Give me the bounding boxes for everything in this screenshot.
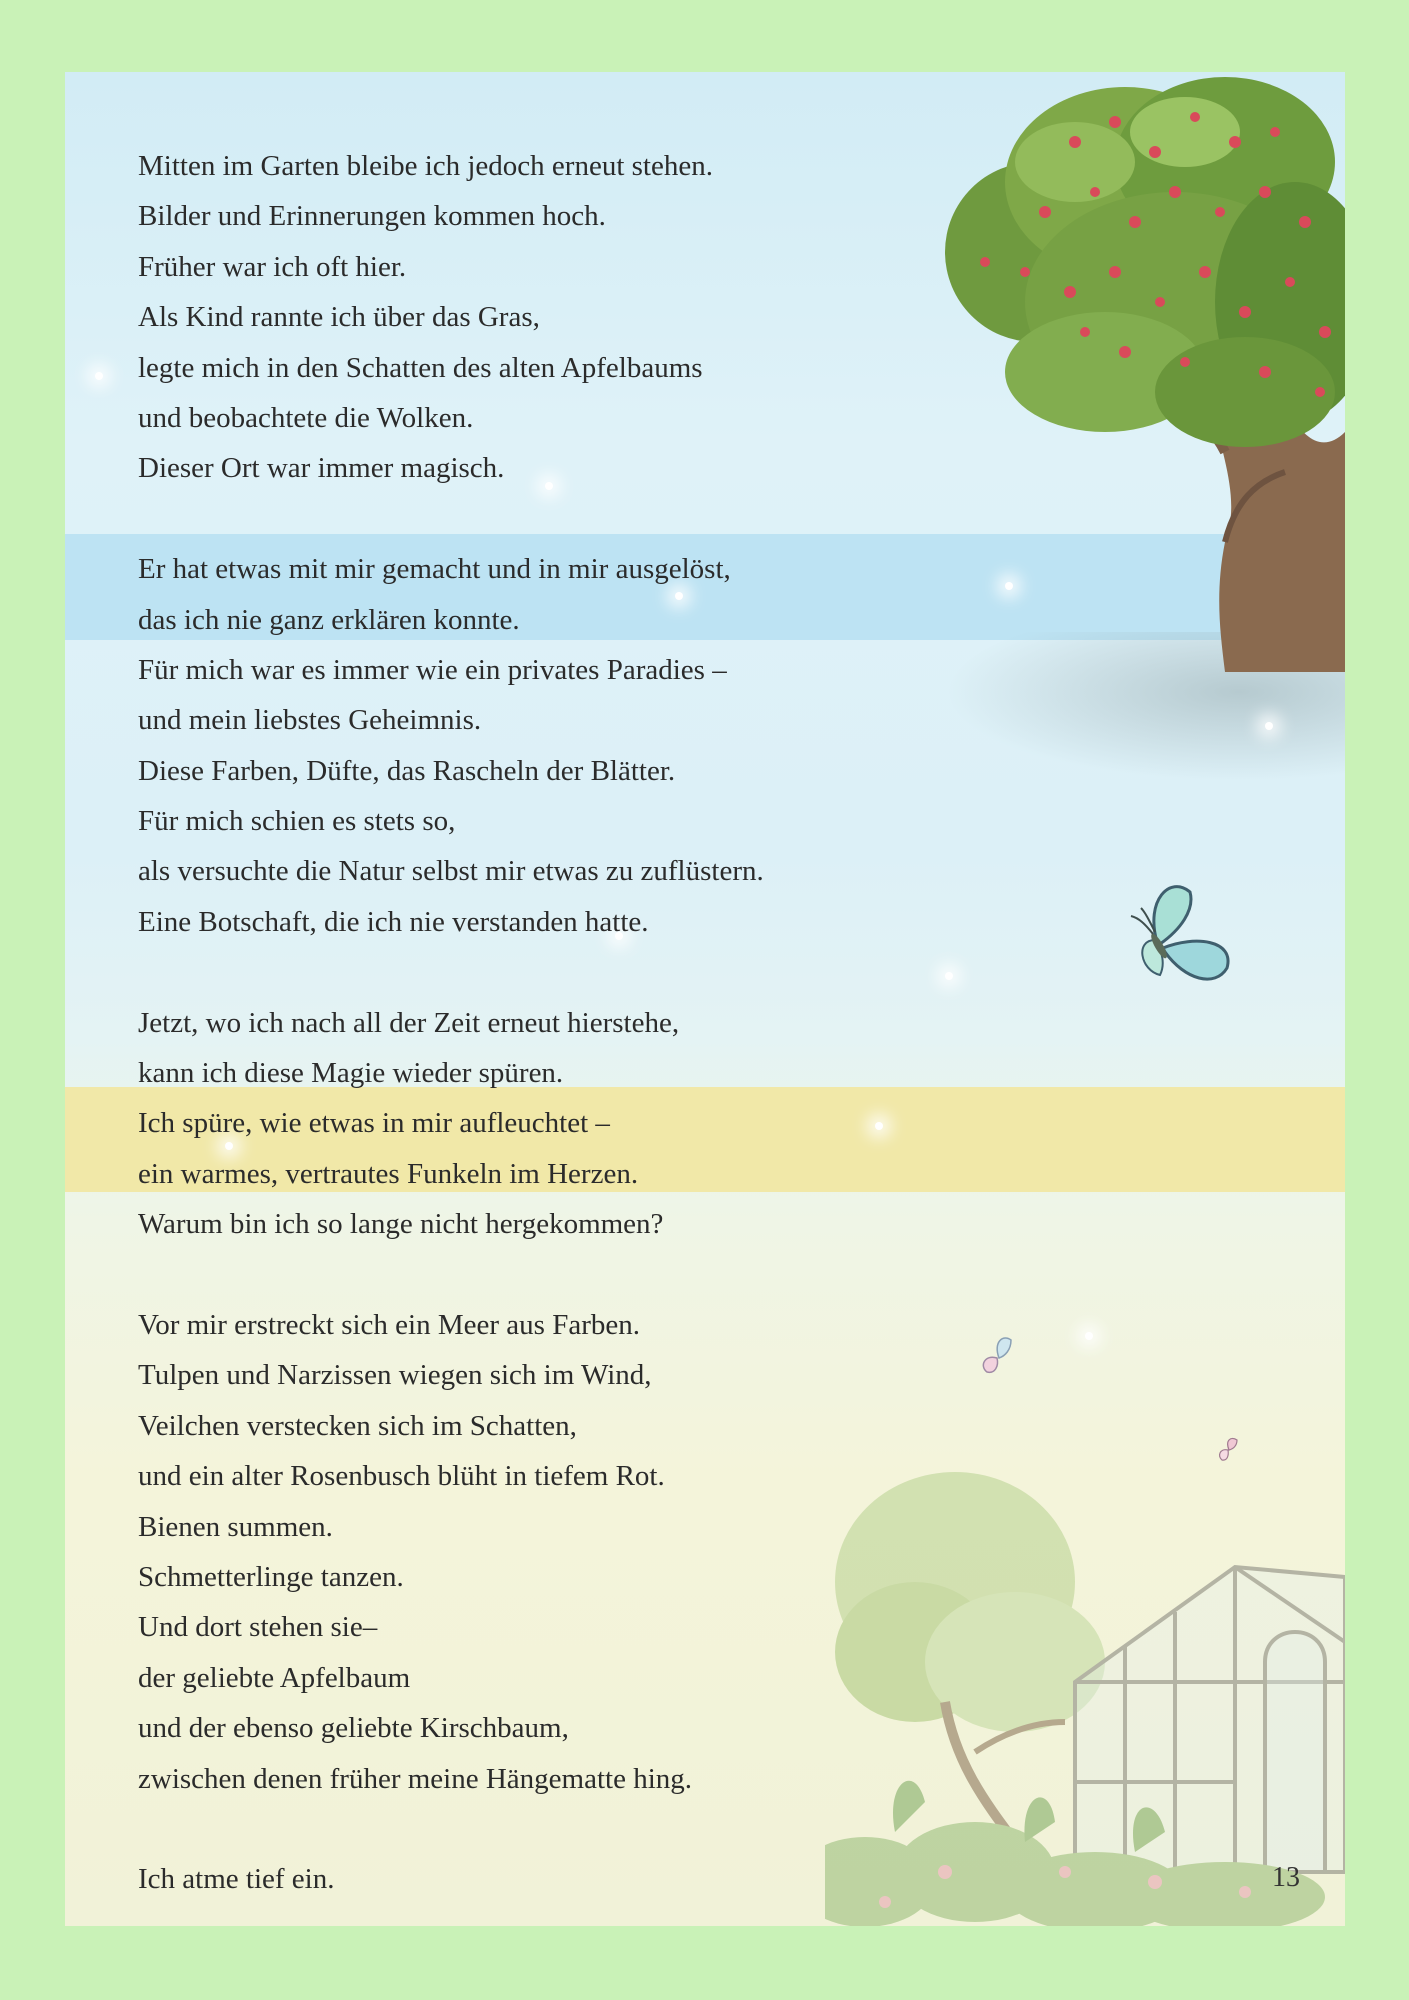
poem-line: Vor mir erstreckt sich ein Meer aus Farben.: [138, 1308, 640, 1341]
poem-line: Früher war ich oft hier.: [138, 250, 407, 283]
stanza: [138, 1854, 968, 1904]
stanza: [138, 544, 968, 947]
poem-line: Bilder und Erinnerungen kommen hoch.: [138, 200, 606, 233]
poem-line: als versuchte die Natur selbst mir etwas zu zuflüstern.: [138, 855, 764, 888]
poem-line: kann ich diese Magie wieder spüren.: [138, 1057, 564, 1090]
small-butterfly-icon: [977, 1332, 1025, 1380]
poem-line: und der ebenso geliebte Kirschbaum,: [138, 1712, 569, 1745]
stanza: [138, 998, 968, 1250]
sparkle-icon: [1085, 1332, 1093, 1340]
stanza-gap: [138, 494, 968, 544]
poem-line: Als Kind rannte ich über das Gras,: [138, 301, 540, 334]
poem-line: Jetzt, wo ich nach all der Zeit erneut hierstehe,: [138, 1006, 680, 1039]
poem-line: Schmetterlinge tanzen.: [138, 1560, 404, 1593]
poem-line: zwischen denen früher meine Hängematte hing.: [138, 1762, 693, 1795]
poem-line: Dieser Ort war immer magisch.: [138, 452, 505, 485]
poem-line: und mein liebstes Geheimnis.: [138, 704, 482, 737]
poem-line: Eine Botschaft, die ich nie verstanden hatte.: [138, 905, 649, 938]
poem-line: Warum bin ich so lange nicht hergekommen?: [138, 1208, 664, 1241]
book-page: [65, 72, 1345, 1926]
stanza: [138, 1300, 968, 1804]
stanza-gap: [138, 1804, 968, 1854]
poem-line: Und dort stehen sie–: [138, 1611, 378, 1644]
poem-line: Er hat etwas mit mir gemacht und in mir ausgelöst,: [138, 553, 731, 586]
poem-line: Ich atme tief ein.: [138, 1863, 335, 1896]
poem-line: Diese Farben, Düfte, das Rascheln der Blätter.: [138, 754, 676, 787]
poem-line: und beobachtete die Wolken.: [138, 401, 474, 434]
stanza: [138, 141, 968, 494]
poem-line: Veilchen verstecken sich im Schatten,: [138, 1409, 577, 1442]
poem-line: Für mich war es immer wie ein privates Paradies –: [138, 653, 727, 686]
sparkle-icon: [1265, 722, 1273, 730]
poem-line: Bienen summen.: [138, 1510, 333, 1543]
poem-line: Mitten im Garten bleibe ich jedoch erneut stehen.: [138, 150, 713, 182]
poem-line: Für mich schien es stets so,: [138, 805, 456, 838]
poem-line: und ein alter Rosenbusch blüht in tiefem Rot.: [138, 1460, 665, 1493]
stanza-gap: [138, 947, 968, 997]
sparkle-icon: [95, 372, 103, 380]
butterfly-icon: [1115, 880, 1235, 1000]
poem-line: Tulpen und Narzissen wiegen sich im Wind,: [138, 1359, 652, 1392]
apple-tree-illustration: [925, 72, 1345, 672]
poem-line: das ich nie ganz erklären konnte.: [138, 603, 520, 636]
poem-text: [138, 141, 968, 1905]
poem-line: legte mich in den Schatten des alten Apfelbaums: [138, 351, 703, 384]
poem-line: ein warmes, vertrautes Funkeln im Herzen.: [138, 1157, 639, 1190]
poem-line: der geliebte Apfelbaum: [138, 1661, 411, 1694]
stanza-gap: [138, 1250, 968, 1300]
page-number: 13: [1272, 1862, 1300, 1893]
poem-line: Ich spüre, wie etwas in mir aufleuchtet –: [138, 1107, 610, 1140]
